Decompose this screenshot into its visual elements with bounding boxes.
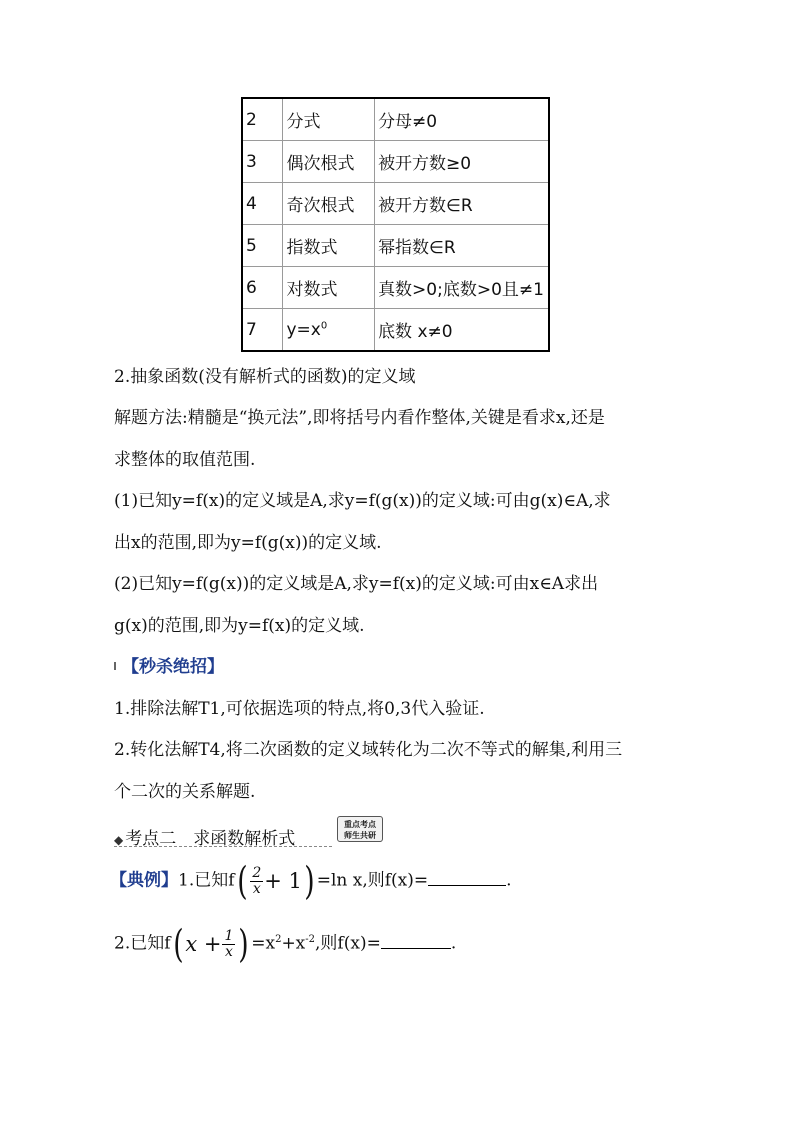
- table-row: [242, 309, 549, 352]
- domain-conditions-table: [241, 97, 550, 352]
- row-number: 6: [242, 267, 283, 309]
- answer-blank: [381, 934, 451, 949]
- badge-line1: 重点考点: [344, 820, 376, 829]
- example-tag: 【典例】: [110, 870, 178, 891]
- answer-blank: [428, 871, 506, 886]
- margin-mark: [114, 662, 116, 670]
- example2-rhs-a: =x: [251, 933, 276, 954]
- example2-end: .: [450, 933, 457, 954]
- topic-heading: [114, 824, 332, 847]
- domain-condition: 底数 x≠0: [375, 309, 549, 352]
- expression-type: 指数式: [283, 225, 375, 267]
- example-1: [110, 859, 512, 903]
- example2-prefix: 2.已知f: [114, 933, 171, 954]
- domain-condition: 被开方数≥0: [375, 141, 549, 183]
- example1-prefix: 1.已知f: [178, 870, 235, 891]
- example2-rhs-b: +x: [281, 933, 306, 954]
- example1-end: .: [506, 870, 512, 891]
- exponent-2: 2: [275, 933, 282, 945]
- fraction-denominator: x: [224, 943, 233, 960]
- domain-condition: 幂指数∈R: [375, 225, 549, 267]
- plus-one: + 1: [264, 869, 302, 893]
- row-number: 5: [242, 225, 283, 267]
- power-exponent: 0: [320, 319, 328, 331]
- right-paren: ): [304, 859, 315, 903]
- table-row: [242, 98, 549, 141]
- expression-type: [283, 309, 375, 352]
- row-number: 7: [242, 309, 283, 352]
- method-text-line2: 求整体的取值范围.: [114, 450, 256, 470]
- fraction-denominator: x: [252, 880, 261, 897]
- row-number: 3: [242, 141, 283, 183]
- x-plus: x +: [185, 932, 222, 956]
- example2-suffix: ,则f(x)=: [315, 933, 381, 954]
- fraction: [250, 866, 263, 897]
- row-number: 4: [242, 183, 283, 225]
- domain-condition: 真数>0;底数>0且≠1: [375, 267, 549, 309]
- key-topic-badge: [337, 816, 383, 842]
- expression-type: 对数式: [283, 267, 375, 309]
- point2-line1: (2)已知y=f(g(x))的定义域是A,求y=f(x)的定义域:可由x∈A求出: [114, 574, 599, 594]
- tip1-text: 1.排除法解T1,可依据选项的特点,将0,3代入验证.: [114, 699, 485, 719]
- tip2-line2: 个二次的关系解题.: [114, 782, 256, 802]
- badge-line2: 师生共研: [344, 831, 376, 840]
- section-title: 2.抽象函数(没有解析式的函数)的定义域: [114, 367, 416, 387]
- table-row: [242, 267, 549, 309]
- fraction-numerator: 1: [224, 927, 234, 944]
- point2-line2: g(x)的范围,即为y=f(x)的定义域.: [114, 616, 365, 636]
- example-2: [114, 922, 457, 966]
- table-row: [242, 225, 549, 267]
- miaosha-heading: 【秒杀绝招】: [122, 657, 224, 677]
- exponent-neg2: -2: [305, 933, 316, 945]
- topic-label: 考点二 求函数解析式: [125, 829, 296, 849]
- domain-condition: 分母≠0: [375, 98, 549, 141]
- expression-type: 奇次根式: [283, 183, 375, 225]
- right-paren: ): [238, 922, 249, 966]
- method-text-line1: 解题方法:精髓是“换元法”,即将括号内看作整体,关键是看求x,还是: [114, 408, 605, 428]
- expression-type: 分式: [283, 98, 375, 141]
- row-number: 2: [242, 98, 283, 141]
- diamond-icon: ◆: [114, 833, 124, 847]
- tip2-line1: 2.转化法解T4,将二次函数的定义域转化为二次不等式的解集,利用三: [114, 740, 623, 760]
- table-row: [242, 141, 549, 183]
- table-row: [242, 183, 549, 225]
- example1-suffix: =ln x,则f(x)=: [316, 870, 429, 891]
- domain-condition: 被开方数∈R: [375, 183, 549, 225]
- fraction: [222, 929, 235, 960]
- expression-type: 偶次根式: [283, 141, 375, 183]
- fraction-numerator: 2: [252, 864, 262, 881]
- point1-line2: 出x的范围,即为y=f(g(x))的定义域.: [114, 533, 382, 553]
- left-paren: (: [172, 922, 184, 966]
- power-base: y=x: [286, 319, 321, 340]
- left-paren: (: [236, 859, 248, 903]
- point1-line1: (1)已知y=f(x)的定义域是A,求y=f(g(x))的定义域:可由g(x)∈A,求: [114, 491, 611, 511]
